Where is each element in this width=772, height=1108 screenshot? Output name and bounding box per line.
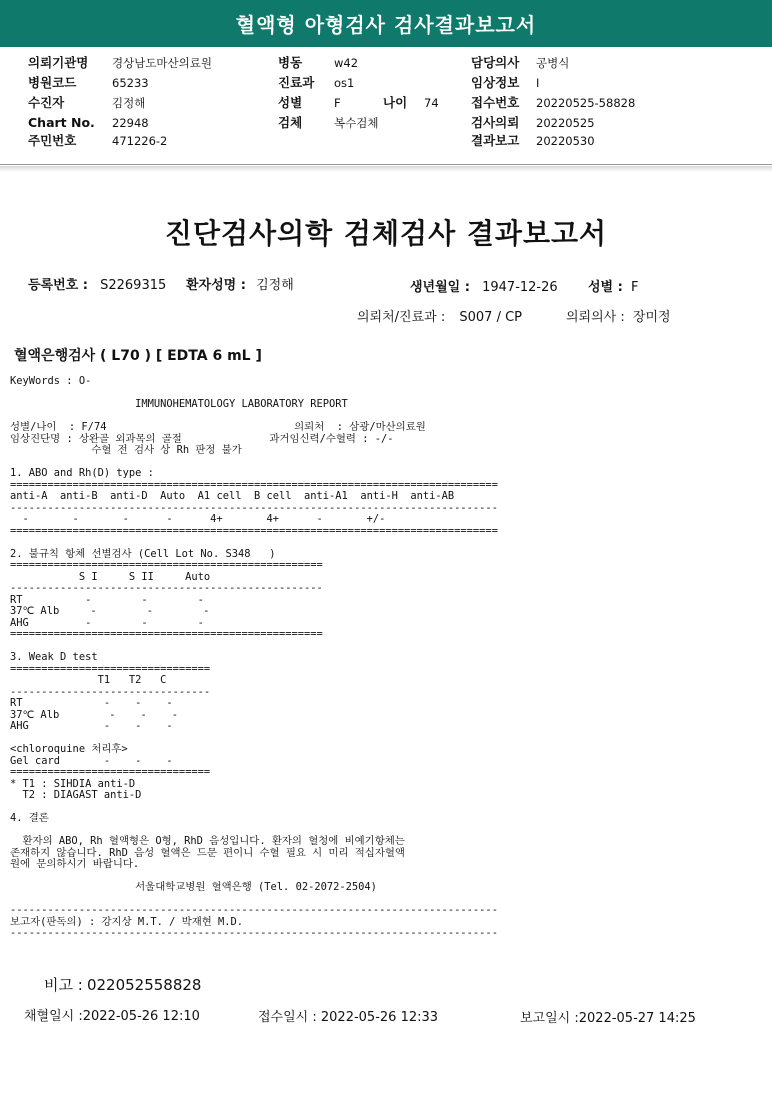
report-line: 원에 문의하시기 바랍니다. — [10, 858, 140, 870]
header-value: 공병식 — [536, 56, 570, 70]
report-time-value: 2022-05-27 14:25 — [578, 1011, 696, 1026]
patient-name-value: 김정해 — [256, 278, 294, 293]
note-label: 비고 : — [44, 976, 83, 994]
header-row — [0, 54, 772, 72]
header-value: os1 — [334, 76, 355, 90]
receive-time-label: 접수일시 : — [258, 1010, 317, 1025]
report-line: -------------------------------------------------- — [10, 582, 323, 594]
report-line: <chloroquine 처리후> — [10, 743, 128, 755]
report-line: ============================================================================== — [10, 524, 498, 537]
report-line — [10, 537, 498, 549]
header-label: Chart No. — [28, 115, 95, 130]
birth-date-label: 생년월일 : — [410, 280, 470, 295]
header-label: 담당의사 — [471, 55, 520, 70]
report-line: -------------------------------- — [10, 685, 211, 698]
header-value: w42 — [334, 56, 359, 70]
report-line: 환자의 ABO, Rh 혈액형은 O형, RhD 음성입니다. 환자의 혈청에 비예기항체는 — [10, 835, 405, 847]
report-line: ------------------------------------------------------------------------------ — [10, 927, 498, 939]
header-label: 검사의뢰 — [471, 115, 520, 130]
report-line: 보고자(판독의) : 강지상 M.T. / 박재현 M.D. — [10, 915, 244, 928]
report-line: ================================ — [10, 766, 211, 778]
collection-time-value: 2022-05-26 12:10 — [82, 1009, 200, 1024]
report-body — [10, 376, 498, 940]
header-value: 22948 — [112, 116, 149, 130]
note-value: 022052558828 — [86, 976, 202, 994]
header-label: 진료과 — [278, 75, 315, 90]
header-label: 수진자 — [28, 95, 65, 110]
page-shadow — [0, 166, 772, 172]
report-line: 3. Weak D test — [10, 651, 98, 663]
report-line: 37℃ Alb - - - — [10, 708, 179, 721]
header-value: 74 — [424, 96, 439, 110]
header-row — [0, 114, 772, 132]
registration-value: S2269315 — [100, 278, 167, 293]
header-value: 20220530 — [536, 134, 595, 148]
report-line: ------------------------------------------------------------------------------ — [10, 904, 498, 916]
report-line: AHG - - - — [10, 616, 204, 629]
report-line: 수혈 전 검사 상 Rh 판정 불가 — [10, 444, 242, 456]
referring-doctor-value: 장미정 — [632, 310, 671, 325]
report-line: Gel card - - - — [10, 754, 173, 767]
report-line: ============================================================================== — [10, 478, 498, 491]
note — [44, 974, 201, 995]
header-label: 결과보고 — [471, 133, 520, 148]
report-line: anti-A anti-B anti-D Auto A1 cell B cell anti-A1 anti-H anti-AB — [10, 490, 455, 502]
header-label: 병동 — [278, 55, 303, 70]
header-value: 김정해 — [112, 96, 146, 110]
patient-name — [186, 274, 294, 293]
header-value: I — [536, 76, 540, 90]
referral-dept — [357, 306, 522, 325]
header-label: 의뢰기관명 — [28, 55, 89, 70]
header-info — [0, 54, 772, 164]
header-label: 성별 — [278, 95, 303, 110]
header-value: 경상남도마산의료원 — [112, 56, 212, 70]
collection-time-label: 채혈일시 : — [24, 1009, 83, 1024]
report-line: 37℃ Alb - - - — [10, 605, 210, 617]
report-title: 진단검사의학 검체검사 결과보고서 — [164, 217, 608, 250]
header-divider — [0, 164, 772, 165]
registration-label: 등록번호 : — [28, 278, 88, 293]
header-label: 나이 — [383, 95, 408, 110]
report-line: IMMUNOHEMATOLOGY LABORATORY REPORT — [10, 398, 348, 410]
patient-sex — [588, 276, 638, 295]
report-line: ================================================== — [10, 628, 323, 640]
referring-doctor-label: 의뢰의사 : — [566, 310, 625, 325]
report-time-label: 보고일시 : — [520, 1011, 579, 1026]
report-line: 4. 결론 — [10, 812, 49, 824]
header-value: 65233 — [112, 76, 149, 90]
referral-dept-value: S007 / CP — [459, 310, 523, 325]
header-row — [0, 74, 772, 92]
report-line: 서울대학교병원 혈액은행 (Tel. 02-2072-2504) — [10, 881, 377, 893]
header-value: F — [334, 96, 341, 110]
report-line: 2. 불규칙 항체 선별검사 (Cell Lot No. S348 ) — [10, 547, 276, 560]
receive-time-value: 2022-05-26 12:33 — [320, 1010, 439, 1025]
patient-sex-label: 성별 : — [588, 280, 623, 295]
header-row — [0, 94, 772, 112]
header-label: 접수번호 — [471, 95, 520, 110]
report-line: T1 T2 C — [10, 674, 167, 686]
report-line: ================================ — [10, 662, 211, 675]
patient-name-label: 환자성명 : — [186, 278, 246, 293]
report-line: * T1 : SIHDIA anti-D — [10, 777, 136, 790]
report-banner-title: 혈액형 아형검사 검사결과보고서 — [0, 0, 772, 47]
report-line: 임상진단명 : 상완골 외과목의 골절 과거임신력/수혈력 : -/- — [10, 432, 394, 445]
patient-sex-value: F — [630, 280, 639, 295]
header-value: 471226-2 — [112, 134, 168, 148]
birth-date-value: 1947-12-26 — [482, 280, 558, 295]
report-time — [520, 1007, 696, 1026]
report-line: ================================================== — [10, 559, 323, 571]
report-line: - - - - 4+ 4+ - +/- — [10, 513, 386, 525]
receive-time — [258, 1006, 438, 1025]
registration-number — [28, 274, 166, 293]
header-value: 복수검체 — [334, 116, 379, 130]
report-line: 1. ABO and Rh(D) type : — [10, 467, 154, 479]
blood-bank-section-title: 혈액은행검사 ( L70 ) [ EDTA 6 mL ] — [14, 348, 262, 364]
header-row — [0, 132, 772, 150]
header-label: 임상정보 — [471, 75, 520, 90]
header-value: 20220525-58828 — [536, 96, 636, 110]
report-line: S I S II Auto — [10, 570, 211, 583]
report-line: RT - - - — [10, 593, 204, 606]
report-line: KeyWords : O- — [10, 375, 92, 387]
header-label: 검체 — [278, 115, 303, 130]
report-line: 성별/나이 : F/74 의뢰처 : 삼광/마산의료원 — [10, 421, 426, 433]
collection-time — [24, 1005, 200, 1024]
report-line: AHG - - - — [10, 720, 173, 732]
header-label: 병원코드 — [28, 75, 77, 90]
referring-doctor — [566, 306, 671, 325]
referral-dept-label: 의뢰처/진료과 : — [357, 310, 446, 325]
report-line — [10, 802, 498, 814]
header-value: 20220525 — [536, 116, 595, 130]
header-label: 주민번호 — [28, 133, 77, 148]
report-line: RT - - - — [10, 697, 173, 709]
report-line: ------------------------------------------------------------------------------ — [10, 501, 498, 514]
birth-date — [410, 276, 558, 295]
report-line: 존재하지 않습니다. RhD 음성 혈액은 드문 편이니 수혈 필요 시 미리 적십자혈액 — [10, 846, 405, 859]
report-line: T2 : DIAGAST anti-D — [10, 789, 142, 801]
